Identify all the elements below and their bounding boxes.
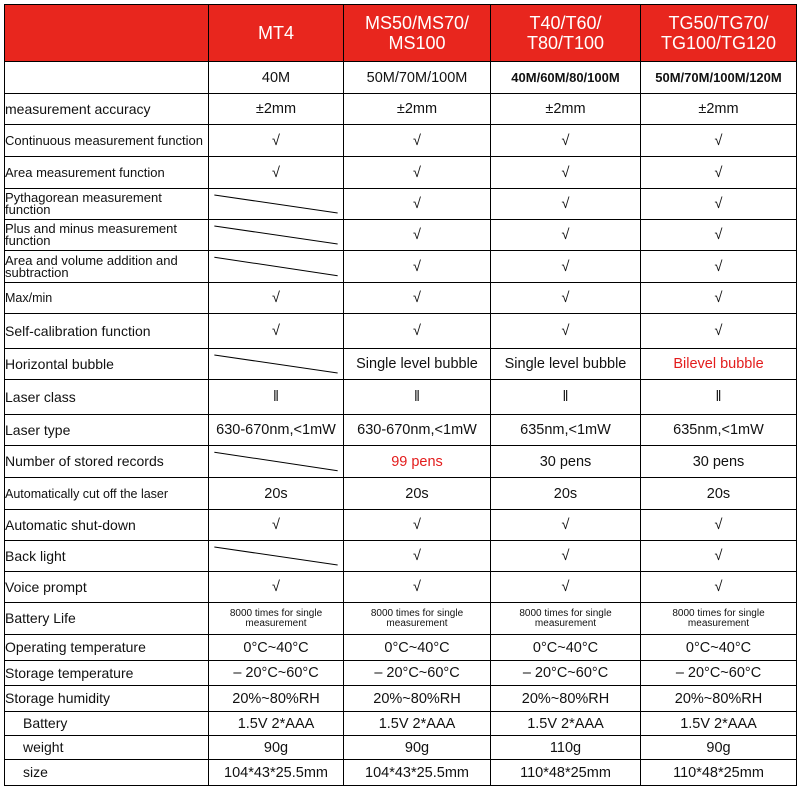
- table-row: [5, 686, 797, 712]
- spec-value: √: [344, 541, 491, 572]
- feature-label: Battery Life: [5, 603, 209, 635]
- spec-value: √: [641, 541, 797, 572]
- spec-value: √: [641, 125, 797, 157]
- feature-label: Voice prompt: [5, 572, 209, 603]
- spec-value: √: [491, 510, 641, 541]
- spec-value: 20s: [641, 478, 797, 510]
- spec-value: √: [209, 314, 344, 349]
- feature-label: Laser type: [5, 415, 209, 446]
- model-header-4: TG50/TG70/ TG100/TG120: [641, 5, 797, 62]
- feature-label: Operating temperature: [5, 635, 209, 661]
- not-available-slash: [209, 349, 343, 379]
- spec-value: √: [641, 251, 797, 283]
- feature-label: Storage humidity: [5, 686, 209, 712]
- spec-value: 20%~80%RH: [491, 686, 641, 712]
- feature-label: Automatic shut-down: [5, 510, 209, 541]
- table-row: [5, 603, 797, 635]
- spec-value: √: [209, 125, 344, 157]
- feature-label: Continuous measurement function: [5, 125, 209, 157]
- not-available-cell: [209, 541, 344, 572]
- spec-value: 20%~80%RH: [641, 686, 797, 712]
- header-row: [5, 5, 797, 62]
- spec-value: – 20°C~60°C: [209, 661, 344, 686]
- spec-value: 1.5V 2*AAA: [344, 712, 491, 736]
- spec-value: √: [344, 510, 491, 541]
- feature-label: Laser class: [5, 380, 209, 415]
- table-row: [5, 510, 797, 541]
- table-row: [5, 380, 797, 415]
- spec-value: 630-670nm,<1mW: [209, 415, 344, 446]
- range-label-empty: [5, 62, 209, 94]
- feature-label: Area measurement function: [5, 157, 209, 189]
- not-available-slash: [209, 189, 343, 219]
- spec-value: ‖: [209, 380, 344, 415]
- spec-value: 110*48*25mm: [641, 760, 797, 786]
- table-row: [5, 189, 797, 220]
- not-available-slash: [209, 541, 343, 571]
- spec-value: 90g: [344, 736, 491, 760]
- not-available-slash: [209, 251, 343, 282]
- spec-value: 635nm,<1mW: [491, 415, 641, 446]
- spec-value: ‖: [641, 380, 797, 415]
- spec-value: ±2mm: [209, 94, 344, 125]
- spec-value: Single level bubble: [491, 349, 641, 380]
- feature-label: size: [5, 760, 209, 786]
- not-available-cell: [209, 349, 344, 380]
- model-header-1: MT4: [209, 5, 344, 62]
- feature-label: Battery: [5, 712, 209, 736]
- model-header-3: T40/T60/ T80/T100: [491, 5, 641, 62]
- spec-value: – 20°C~60°C: [641, 661, 797, 686]
- table-row: [5, 478, 797, 510]
- spec-value: √: [491, 189, 641, 220]
- spec-value: √: [344, 189, 491, 220]
- spec-value: √: [641, 510, 797, 541]
- table-row: [5, 760, 797, 786]
- spec-value: √: [344, 220, 491, 251]
- spec-value: √: [641, 314, 797, 349]
- spec-value: ‖: [344, 380, 491, 415]
- table-row: [5, 541, 797, 572]
- spec-value: √: [641, 157, 797, 189]
- spec-value: 110g: [491, 736, 641, 760]
- spec-value: 20s: [491, 478, 641, 510]
- table-row: [5, 283, 797, 314]
- feature-label: Number of stored records: [5, 446, 209, 478]
- feature-label: Self-calibration function: [5, 314, 209, 349]
- spec-value: 8000 times for single measurement: [344, 603, 491, 635]
- spec-value: 635nm,<1mW: [641, 415, 797, 446]
- feature-label: Back light: [5, 541, 209, 572]
- range-value: 40M/60M/80/100M: [491, 62, 641, 94]
- spec-value: 0°C~40°C: [209, 635, 344, 661]
- feature-label: Pythagorean measurement function: [5, 189, 209, 220]
- spec-value: √: [641, 189, 797, 220]
- table-row: [5, 635, 797, 661]
- spec-value: – 20°C~60°C: [491, 661, 641, 686]
- spec-value: √: [344, 251, 491, 283]
- table-row: [5, 349, 797, 380]
- spec-value: √: [344, 314, 491, 349]
- spec-value: 104*43*25.5mm: [344, 760, 491, 786]
- range-value: 50M/70M/100M/120M: [641, 62, 797, 94]
- spec-value: 110*48*25mm: [491, 760, 641, 786]
- spec-value: √: [641, 572, 797, 603]
- table-row: [5, 157, 797, 189]
- spec-value: √: [209, 283, 344, 314]
- table-row: [5, 661, 797, 686]
- spec-value: Bilevel bubble: [641, 349, 797, 380]
- spec-value: √: [491, 251, 641, 283]
- feature-label: Area and volume addition and subtraction: [5, 251, 209, 283]
- spec-value: √: [641, 283, 797, 314]
- not-available-cell: [209, 220, 344, 251]
- table-row: [5, 314, 797, 349]
- spec-value: ±2mm: [344, 94, 491, 125]
- spec-value: 90g: [209, 736, 344, 760]
- spec-value: √: [491, 157, 641, 189]
- spec-value: 8000 times for single measurement: [491, 603, 641, 635]
- spec-value: 1.5V 2*AAA: [641, 712, 797, 736]
- feature-label: weight: [5, 736, 209, 760]
- table-row: [5, 712, 797, 736]
- spec-value: √: [344, 283, 491, 314]
- spec-value: √: [641, 220, 797, 251]
- spec-value: ‖: [491, 380, 641, 415]
- spec-value: √: [344, 572, 491, 603]
- spec-value: 30 pens: [641, 446, 797, 478]
- spec-value: 90g: [641, 736, 797, 760]
- spec-value: √: [209, 157, 344, 189]
- spec-value: 1.5V 2*AAA: [209, 712, 344, 736]
- spec-value: 30 pens: [491, 446, 641, 478]
- range-value: 50M/70M/100M: [344, 62, 491, 94]
- table-row: [5, 572, 797, 603]
- table-row: [5, 94, 797, 125]
- feature-label: Horizontal bubble: [5, 349, 209, 380]
- spec-value: √: [344, 125, 491, 157]
- feature-label: Plus and minus measurement function: [5, 220, 209, 251]
- spec-value: 20s: [209, 478, 344, 510]
- spec-value: 20%~80%RH: [209, 686, 344, 712]
- model-header-2: MS50/MS70/ MS100: [344, 5, 491, 62]
- not-available-cell: [209, 251, 344, 283]
- spec-value: Single level bubble: [344, 349, 491, 380]
- table-row: [5, 220, 797, 251]
- table-row: [5, 125, 797, 157]
- spec-value: √: [491, 125, 641, 157]
- spec-value: 20%~80%RH: [344, 686, 491, 712]
- range-value: 40M: [209, 62, 344, 94]
- spec-value: 1.5V 2*AAA: [491, 712, 641, 736]
- spec-value: 8000 times for single measurement: [209, 603, 344, 635]
- spec-value: 20s: [344, 478, 491, 510]
- feature-label: Max/min: [5, 283, 209, 314]
- not-available-cell: [209, 189, 344, 220]
- spec-value: 630-670nm,<1mW: [344, 415, 491, 446]
- table-row: [5, 251, 797, 283]
- feature-label: Storage temperature: [5, 661, 209, 686]
- spec-value: 0°C~40°C: [491, 635, 641, 661]
- not-available-slash: [209, 446, 343, 477]
- header-corner: [5, 5, 209, 62]
- not-available-cell: [209, 446, 344, 478]
- table-row: [5, 415, 797, 446]
- spec-value: √: [491, 541, 641, 572]
- spec-comparison-table: [4, 4, 797, 786]
- spec-value: ±2mm: [641, 94, 797, 125]
- spec-value: ±2mm: [491, 94, 641, 125]
- feature-label: measurement accuracy: [5, 94, 209, 125]
- range-row: [5, 62, 797, 94]
- spec-value: 99 pens: [344, 446, 491, 478]
- spec-value: 0°C~40°C: [641, 635, 797, 661]
- spec-value: √: [209, 510, 344, 541]
- spec-value: √: [344, 157, 491, 189]
- spec-value: 0°C~40°C: [344, 635, 491, 661]
- spec-value: √: [209, 572, 344, 603]
- spec-value: 8000 times for single measurement: [641, 603, 797, 635]
- table-row: [5, 736, 797, 760]
- spec-value: √: [491, 220, 641, 251]
- table-row: [5, 446, 797, 478]
- spec-value: √: [491, 283, 641, 314]
- spec-value: – 20°C~60°C: [344, 661, 491, 686]
- spec-value: 104*43*25.5mm: [209, 760, 344, 786]
- spec-value: √: [491, 314, 641, 349]
- spec-value: √: [491, 572, 641, 603]
- feature-label: Automatically cut off the laser: [5, 478, 209, 510]
- not-available-slash: [209, 220, 343, 250]
